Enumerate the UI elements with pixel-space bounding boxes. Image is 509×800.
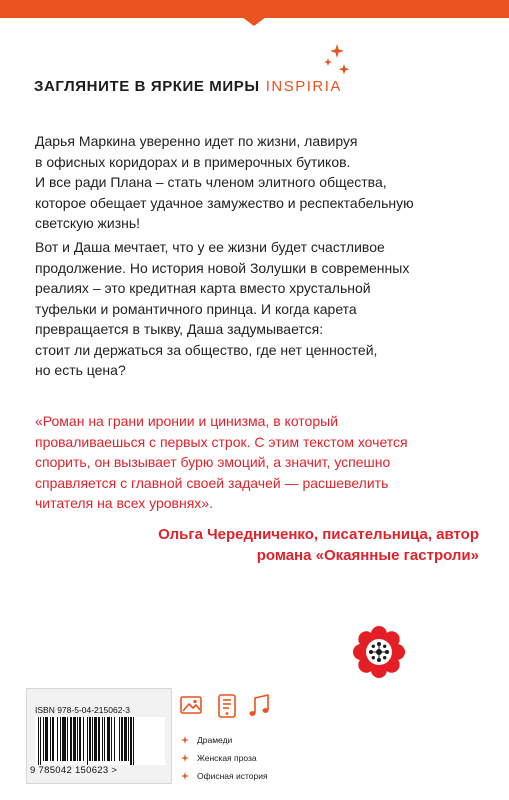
barcode-digits: 9 785042 150623 > bbox=[30, 765, 118, 776]
genre-item bbox=[181, 767, 268, 785]
barcode-bar bbox=[111, 717, 112, 761]
series-tagline: ЗАГЛЯНИТЕ В ЯРКИЕ МИРЫ bbox=[34, 78, 260, 95]
format-icons bbox=[180, 693, 280, 719]
image-icon bbox=[181, 697, 201, 713]
description-paragraph-2: Вот и Даша мечтает, что у ее жизни будет счастливое продолжение. Но история новой Золушки в современных реалиях – это кредитная карта вместо хрустальной туфельки и романтичного принца. И когда карета превращается в тыкву, Даша задумывается: стоит ли держаться за общество, где нет ценностей, но есть цена? bbox=[35, 239, 410, 378]
barcode-bar bbox=[40, 717, 41, 765]
barcode-bar bbox=[57, 717, 58, 761]
barcode-bar bbox=[124, 717, 127, 761]
barcode-bar bbox=[52, 717, 54, 761]
review-quote: «Роман на грани иронии и цинизма, в который проваливаешься с первых строк. С этим текстом хочется спорить, он вызывает бурю эмоций, а значит, успешно справляется с главной своей задачей — расшевелить читателя на всех уровнях». bbox=[35, 413, 408, 511]
sparkle-bullet-icon bbox=[181, 754, 189, 762]
barcode-bar bbox=[38, 717, 39, 765]
genre-item bbox=[181, 731, 268, 749]
barcode-bar bbox=[98, 717, 100, 761]
barcode-bars bbox=[35, 717, 165, 765]
barcode-bar bbox=[43, 717, 44, 761]
barcode-bar bbox=[92, 717, 93, 761]
barcode-bar bbox=[62, 717, 66, 761]
barcode-panel bbox=[26, 688, 172, 784]
barcode-bar bbox=[87, 717, 88, 765]
barcode-bar bbox=[45, 717, 48, 761]
barcode-bar bbox=[114, 717, 115, 761]
genre-list bbox=[181, 731, 268, 785]
genre-label: Женская проза bbox=[197, 753, 257, 763]
barcode-bar bbox=[77, 717, 78, 761]
genre-label: Драмеди bbox=[197, 735, 233, 745]
barcode-bar bbox=[102, 717, 103, 761]
sparkle-bullet-icon bbox=[181, 772, 189, 780]
barcode-bar bbox=[67, 717, 68, 761]
barcode-bar bbox=[121, 717, 123, 761]
genre-label: Офисная история bbox=[197, 771, 268, 781]
sparkles-icon bbox=[322, 44, 352, 78]
barcode-bar bbox=[133, 717, 134, 765]
publisher-flower-logo bbox=[352, 625, 406, 679]
barcode-bar bbox=[119, 717, 120, 761]
barcode-bar bbox=[107, 717, 110, 761]
isbn-number: ISBN 978-5-04-215062-3 bbox=[35, 705, 130, 715]
barcode-bar bbox=[128, 717, 129, 761]
barcode-bar bbox=[104, 717, 105, 761]
ebook-icon bbox=[219, 695, 235, 717]
genre-item bbox=[181, 749, 268, 767]
barcode-bar bbox=[83, 717, 84, 761]
barcode-bar bbox=[94, 717, 97, 761]
barcode-bar bbox=[60, 717, 61, 761]
sparkle-bullet-icon bbox=[181, 736, 189, 744]
bookmark-ribbon bbox=[238, 14, 270, 26]
description-paragraph-1: Дарья Маркина уверенно идет по жизни, лавируя в офисных коридорах и в примерочных бутиков. И все ради Плана – стать членом элитного общества, которое обещает удачное замужество и респектабельную светскую жизнь! bbox=[35, 133, 414, 231]
barcode-bar bbox=[50, 717, 51, 761]
audio-note-icon bbox=[250, 695, 269, 716]
review-author: Ольга Чередниченко, писательница, автор романа «Окаянные гастроли» bbox=[158, 526, 479, 564]
brand-name: INSPIRIA bbox=[265, 78, 342, 95]
barcode-bar bbox=[89, 717, 91, 761]
barcode-bar bbox=[70, 717, 72, 761]
series-header bbox=[34, 78, 342, 95]
barcode-bar bbox=[79, 717, 81, 761]
barcode-bar bbox=[73, 717, 76, 761]
barcode-bar bbox=[130, 717, 132, 765]
